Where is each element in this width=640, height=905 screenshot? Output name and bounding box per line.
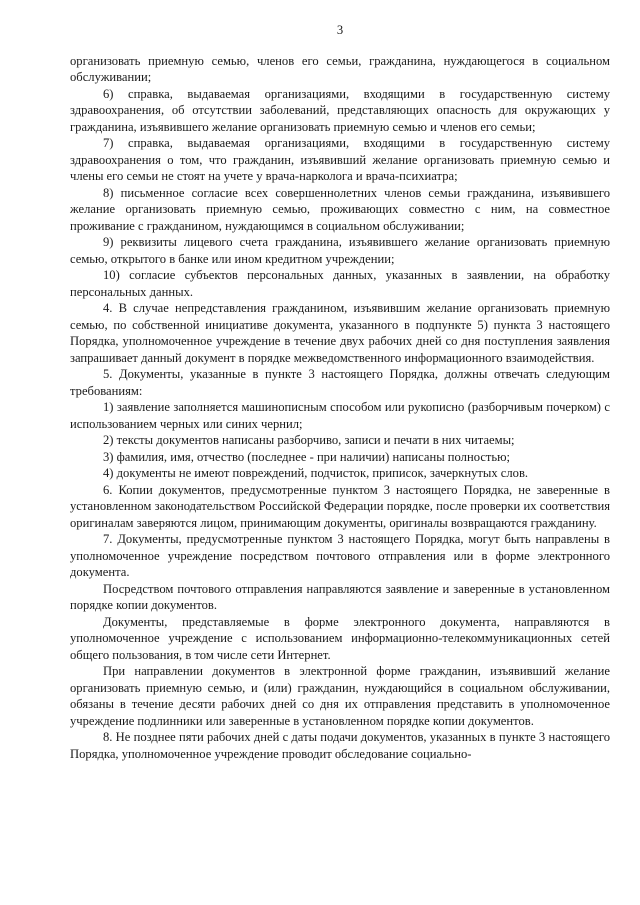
paragraph: 3) фамилия, имя, отчество (последнее - при наличии) написаны полностью; [103,449,511,464]
paragraph: 7. Документы, предусмотренные пунктом 3 настоящего Порядка, могут быть направлены в уполномоченное учреждение посредством почтового отправления или в форме электронного документа. [70,532,610,579]
paragraph: 5. Документы, указанные в пункте 3 настоящего Порядка, должны отвечать следующим требованиям: [70,367,610,398]
paragraph: При направлении документов в электронной форме гражданин, изъявивший желание организовать приемную семью, и (или) гражданин, нуждающийся в социальном обслуживании, обязаны в течение десяти рабочих дней со дня их отправления представить в уполномоченное учреждение подлинники или заверенные в установленном порядке копии документов. [70,664,610,728]
paragraph: Посредством почтового отправления направляются заявление и заверенные в установленном порядке копии документов. [70,581,610,612]
paragraph: 8. Не позднее пяти рабочих дней с даты подачи документов, указанных в пункте 3 настоящего Порядка, уполномоченное учреждение проводит обследование социально- [70,730,610,761]
paragraph: 10) согласие субъектов персональных данных, указанных в заявлении, на обработку персональных данных. [70,268,610,299]
paragraph: 1) заявление заполняется машинописным способом или рукописно (разборчивым почерком) с использованием черных или синих чернил; [70,400,610,431]
paragraph: 6) справка, выдаваемая организациями, входящими в государственную систему здравоохранения, об отсутствии заболеваний, представляющих опасность для окружающих у гражданина, изъявившего желание организовать приемную семью и членов его семьи; [70,86,610,134]
paragraph: 8) письменное согласие всех совершеннолетних членов семьи гражданина, изъявившего желание организовать приемную семью, проживающих совместно с ним, на совместное проживание с гражданином, нуждающимся в социальном обслуживании; [70,185,610,233]
paragraph: 9) реквизиты лицевого счета гражданина, изъявившего желание организовать приемную семью, открытого в банке или ином кредитном учреждении; [70,235,610,266]
paragraph: 6. Копии документов, предусмотренные пунктом 3 настоящего Порядка, не заверенные в установленном законодательством Российской Федерации порядке, после проверки их соответствия оригиналам заверяются лицом, принимающим документы, оригиналы возвращаются гражданину. [70,482,610,530]
paragraph: 2) тексты документов написаны разборчиво, записи и печати в них читаемы; [103,433,515,447]
paragraph: организовать приемную семью, членов его семьи, гражданина, нуждающегося в социальном обслуживании; [70,53,610,84]
paragraph: Документы, представляемые в форме электронного документа, направляются в уполномоченное учреждение с использованием информационно-телекоммуникационных сетей общего пользования, в том числе сети Интернет. [70,614,610,662]
paragraph: 4) документы не имеют повреждений, подчисток, приписок, зачеркнутых слов. [103,466,529,480]
paragraph: 7) справка, выдаваемая организациями, входящими в государственную систему здравоохранения о том, что гражданин, изъявивший желание организовать приемную семью и члены его семьи не стоят на учете у врача-нарколога и врача-психиатра; [70,136,610,183]
document-body [70,53,610,763]
paragraph: 4. В случае непредставления гражданином, изъявившим желание организовать приемную семью, по собственной инициативе документа, указанного в подпункте 5) пункта 3 настоящего Порядка, уполномоченное учреждение в течение двух рабочих дней со дня поступления заявления запрашивает данный документ в порядке межведомственного информационного взаимодействия. [70,301,610,365]
page-number: 3 [336,23,344,37]
